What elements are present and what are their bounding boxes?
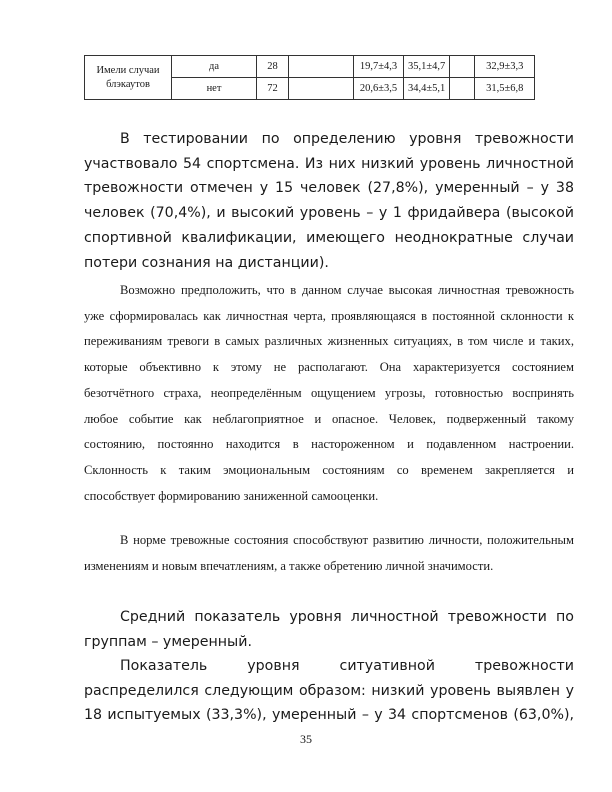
table-cell: 72 [257, 78, 289, 100]
table-row [85, 56, 535, 78]
paragraph-normal-anxiety: В норме тревожные состояния способствуют развитию личности, положительным изменениям и новым впечатлениям, а также обретению личной значимости. [84, 533, 574, 573]
table-cell: 32,9±3,3 [475, 56, 535, 78]
page-number: 35 [300, 732, 312, 746]
table-cell: да [172, 56, 257, 78]
table-cell [450, 56, 475, 78]
table-cell: 28 [257, 56, 289, 78]
paragraph-average-level: Средний показатель уровня личностной тревожности по группам – умеренный. [84, 609, 574, 650]
table-cell [289, 78, 354, 100]
table-cell: 34,4±5,1 [404, 78, 450, 100]
paragraph-testing-results: В тестировании по определению уровня тревожности участвовало 54 спортсмена. Из них низкий уровень личностной тревожности отмечен у 15 человек (27,8%), умеренный – у 38 человек (70,4%), и высокий уровень – у 1 фридайвера (высокой спортивной квалификации, имеющего неоднократные случаи потери сознания на дистанции). [84, 131, 574, 271]
row-label-cell: Имели случаи блэкаутов [85, 56, 172, 100]
table-cell: 35,1±4,7 [404, 56, 450, 78]
paragraph-situational-anxiety: Показатель уровня ситуативной тревожности распределился следующим образом: низкий уровень выявлен у 18 испытуемых (33,3%), умеренный – у 34 спортсменов (63,0%), [84, 658, 574, 724]
table-cell: нет [172, 78, 257, 100]
results-table [84, 55, 535, 100]
table-cell: 31,5±6,8 [475, 78, 535, 100]
table-cell [289, 56, 354, 78]
table-cell: 19,7±4,3 [354, 56, 404, 78]
table-cell: 20,6±3,5 [354, 78, 404, 100]
paragraph-personal-anxiety: Возможно предположить, что в данном случае высокая личностная тревожность уже сформировалась как личностная черта, проявляющаяся в постоянной склонности к переживаниям тревоги в самых различных жизненных ситуациях, в том числе и таких, которые объективно к этому не располагают. Она характеризуется состоянием безотчётного страха, неопределённым ощущением угрозы, готовностью воспринять любое событие как неблагоприятное и опасное. Человек, подверженный такому состоянию, постоянно находится в настороженном и подавленном настроении. Склонность к таким эмоциональным состояниям со временем закрепляется и способствует формированию заниженной самооценки. [84, 283, 574, 503]
table-cell [450, 78, 475, 100]
